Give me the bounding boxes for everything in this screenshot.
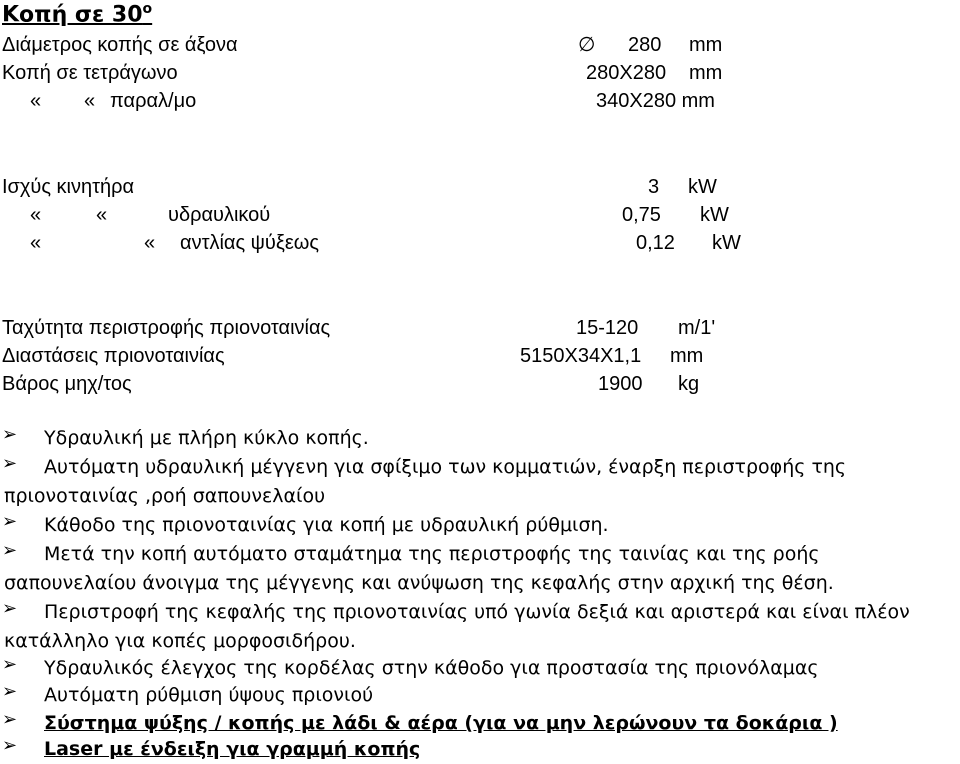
title-degree: ο	[142, 1, 153, 17]
pump-unit: kW	[712, 232, 741, 254]
diameter-value: 280	[628, 34, 662, 56]
speed-unit: m/1'	[678, 317, 716, 339]
bullet-arrow-icon: ➢	[2, 598, 18, 619]
pump-quote-2: «	[144, 232, 156, 254]
bullet-arrow-icon: ➢	[2, 654, 18, 675]
diameter-unit: mm	[689, 34, 723, 56]
weight-unit: kg	[678, 373, 700, 395]
page-title	[2, 1, 152, 27]
bullet-arrow-icon: ➢	[2, 540, 18, 561]
motor-label: Ισχύς κινητήρα	[2, 176, 135, 198]
rect-value: 340X280 mm	[596, 90, 715, 112]
hyd-quote-1: «	[30, 204, 42, 226]
bullet-arrow-icon: ➢	[2, 511, 18, 532]
weight-label: Βάρος μηχ/τος	[2, 373, 132, 395]
bullet-arrow-icon: ➢	[2, 709, 18, 730]
dims-value: 5150X34X1,1	[520, 345, 642, 367]
bullet-arrow-icon: ➢	[2, 453, 18, 474]
hyd-quote-2: «	[96, 204, 108, 226]
hyd-unit: kW	[700, 204, 729, 226]
square-label: Κοπή σε τετράγωνο	[2, 62, 178, 84]
feature-text: Υδραυλικός έλεγχος της κορδέλας στην κάθοδο για προστασία της πριονόλαμας	[44, 657, 819, 679]
bullet-arrow-icon: ➢	[2, 735, 18, 756]
feature-text-cont: σαπουνελαίου άνοιγμα της μέγγενης και ανύψωση της κεφαλής στην αρχική της θέση.	[4, 572, 834, 594]
diameter-symbol-icon: ∅	[578, 34, 596, 56]
rect-quote-2: «	[84, 90, 96, 112]
dims-label: Διαστάσεις πριονοταινίας	[2, 345, 225, 367]
feature-text: Κάθοδο της πριονοταινίας για κοπή με υδραυλική ρύθμιση.	[44, 514, 609, 536]
square-unit: mm	[689, 62, 723, 84]
feature-text-cont: κατάλληλο για κοπές μορφοσιδήρου.	[4, 630, 356, 652]
feature-text: Υδραυλική με πλήρη κύκλο κοπής.	[44, 427, 369, 449]
rect-label: παραλ/μο	[110, 90, 197, 112]
feature-text: Περιστροφή της κεφαλής της πριονοταινίας υπό γωνία δεξιά και αριστερά και είναι πλέον	[44, 601, 910, 623]
feature-text: Μετά την κοπή αυτόματο σταμάτημα της περιστροφής της ταινίας και της ροής	[44, 543, 820, 565]
bullet-arrow-icon: ➢	[2, 424, 18, 445]
feature-text-highlight: Σύστημα ψύξης / κοπής με λάδι & αέρα (για να μην λερώνουν τα δοκάρια )	[44, 712, 838, 734]
feature-text-highlight: Laser με ένδειξη για γραμμή κοπής	[44, 738, 421, 760]
diameter-label: Διάμετρος κοπής σε άξονα	[2, 34, 238, 56]
feature-text-cont: πριονοταινίας ,ροή σαπουνελαίου	[4, 485, 326, 507]
dims-unit: mm	[670, 345, 704, 367]
motor-unit: kW	[688, 176, 717, 198]
pump-quote-1: «	[30, 232, 42, 254]
pump-value: 0,12	[636, 232, 675, 254]
hyd-value: 0,75	[622, 204, 661, 226]
pump-label: αντλίας ψύξεως	[180, 232, 319, 254]
hyd-label: υδραυλικού	[168, 204, 271, 226]
square-value: 280X280	[586, 62, 667, 84]
speed-value: 15-120	[576, 317, 639, 339]
weight-value: 1900	[598, 373, 643, 395]
title-text: Κοπή σε 30	[2, 2, 143, 28]
bullet-arrow-icon: ➢	[2, 681, 18, 702]
rect-quote-1: «	[30, 90, 42, 112]
feature-text: Αυτόματη υδραυλική μέγγενη για σφίξιμο των κομματιών, έναρξη περιστροφής της	[44, 456, 847, 478]
speed-label: Ταχύτητα περιστροφής πριονοταινίας	[2, 317, 331, 339]
motor-value: 3	[648, 176, 660, 198]
feature-text: Αυτόματη ρύθμιση ύψους πριονιού	[44, 684, 374, 706]
